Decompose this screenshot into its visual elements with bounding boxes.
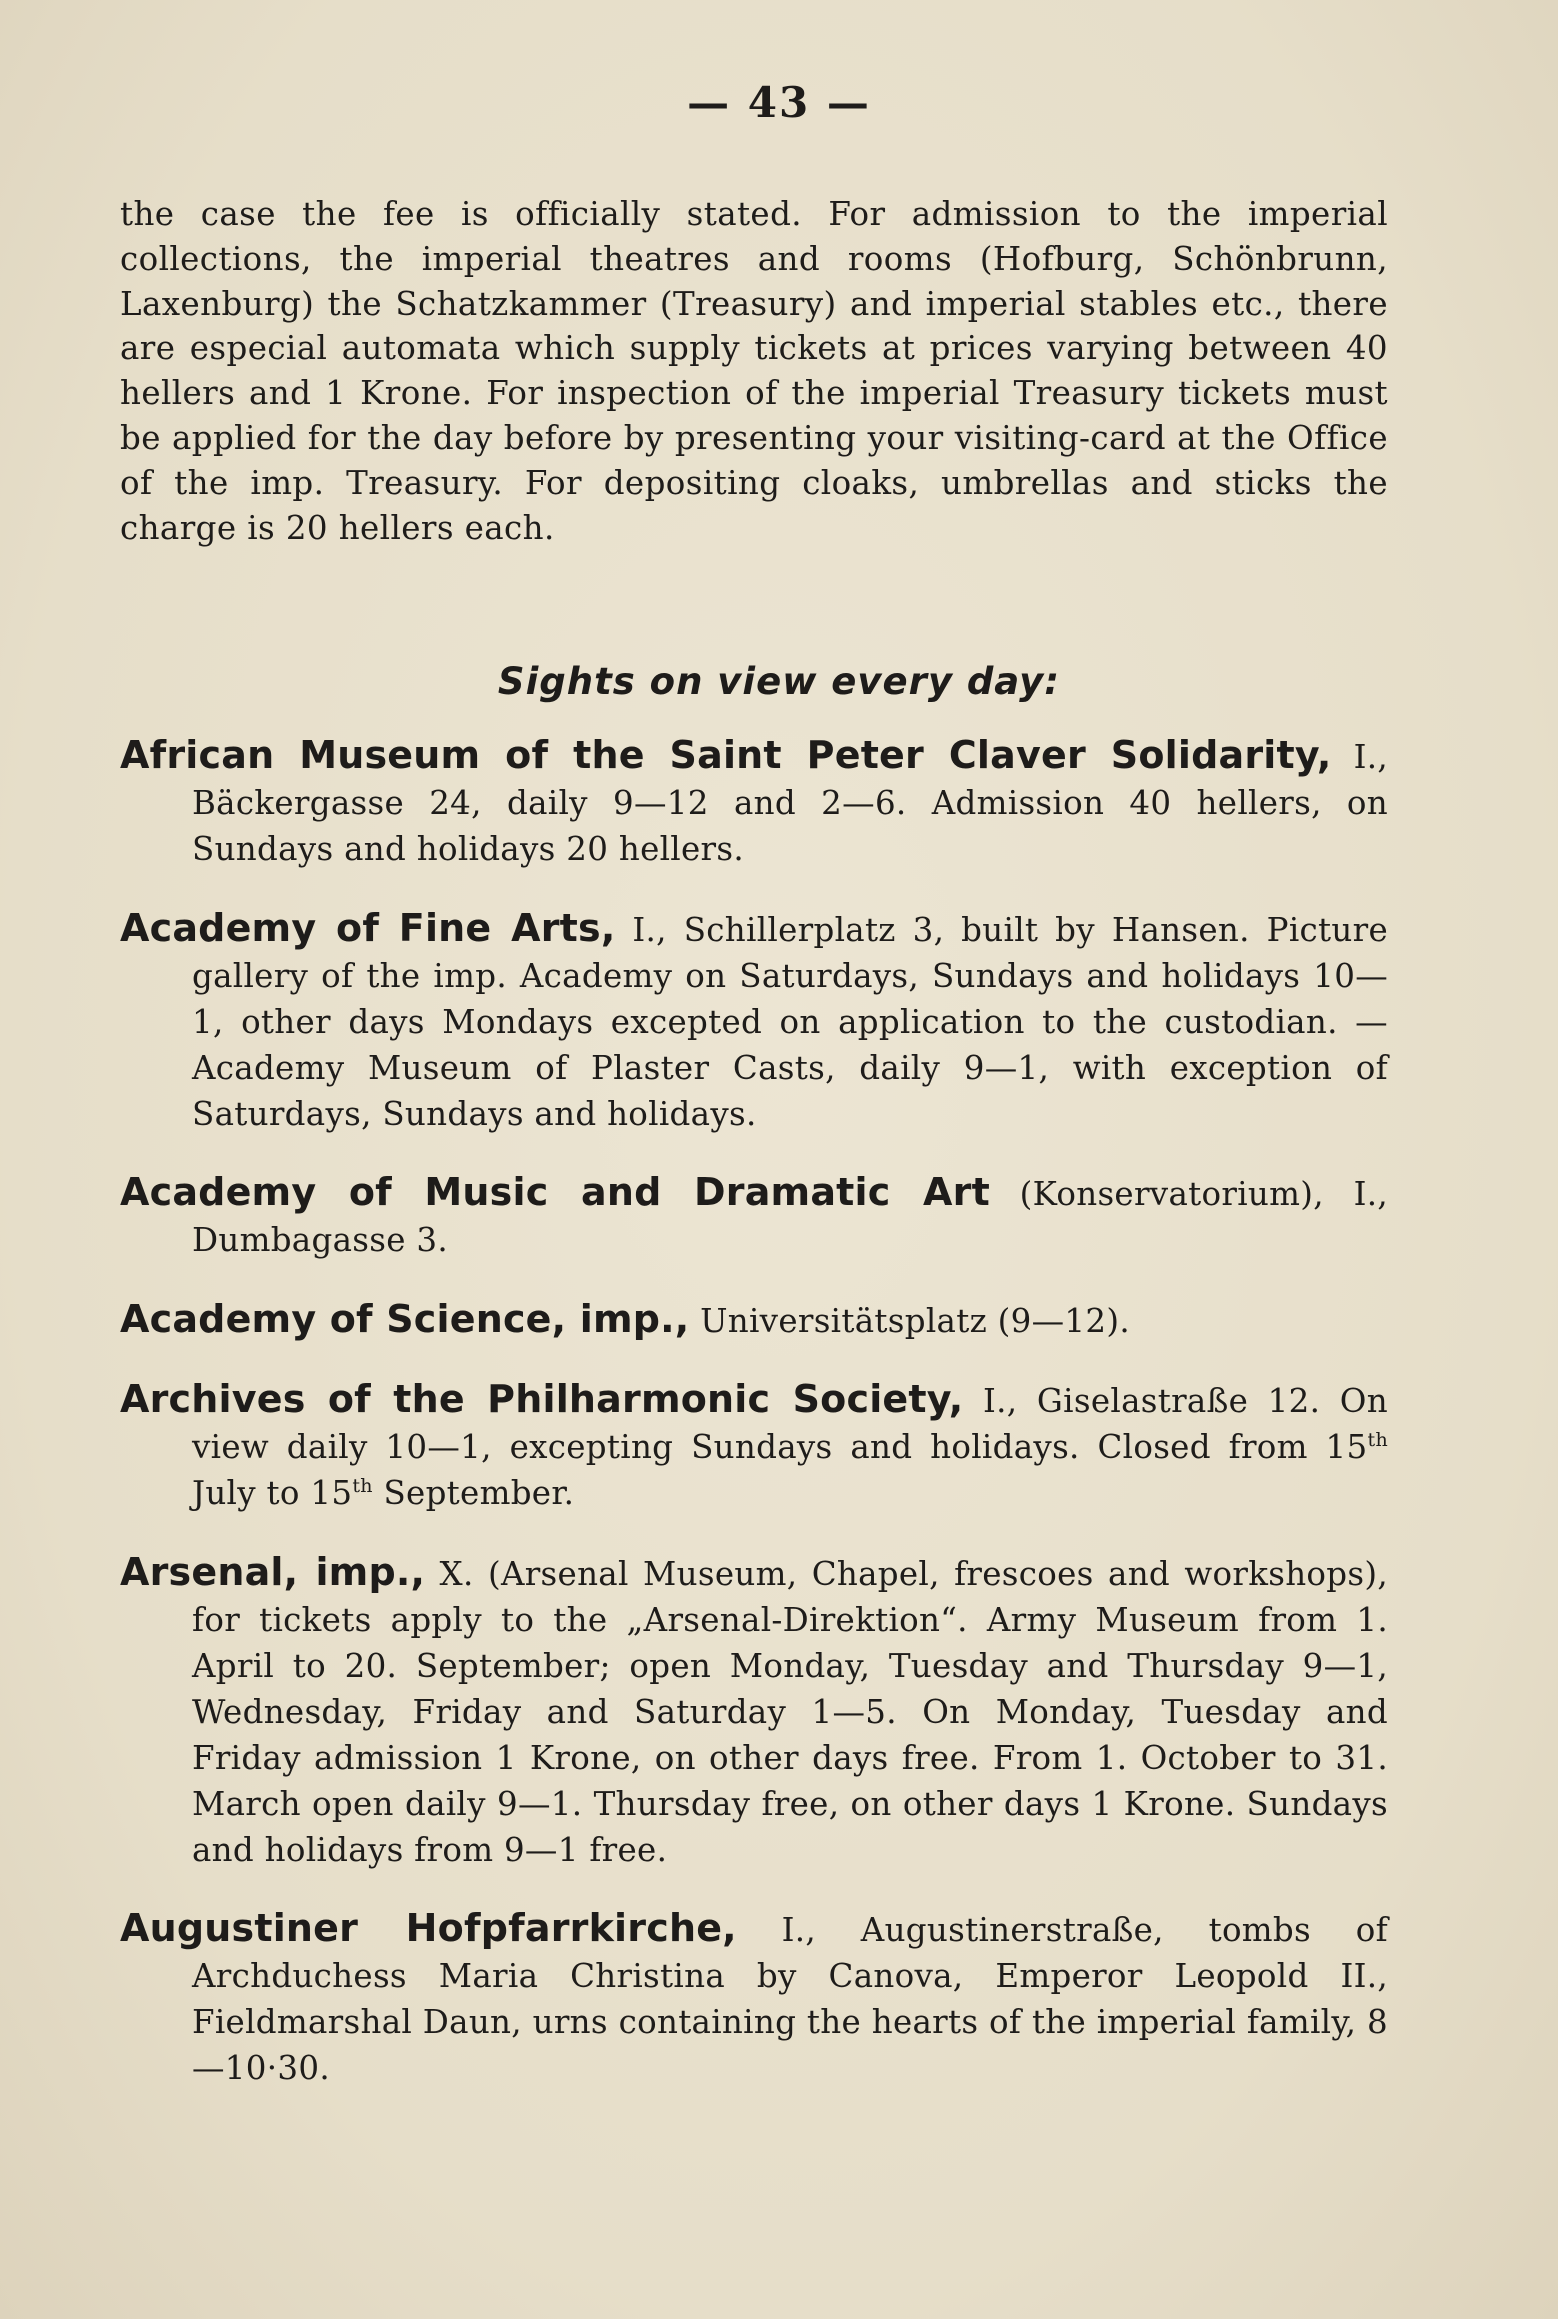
entry-arsenal: [120, 1549, 1388, 1873]
ordinal-suffix: th: [1367, 1429, 1388, 1452]
entry-philharmonic-archives: [120, 1376, 1388, 1516]
entry-text: (Konservatorium), I., Dumbagasse 3.: [192, 1175, 1388, 1259]
ordinal-suffix: th: [352, 1475, 373, 1498]
entry-name: Archives of the Philharmonic Society,: [120, 1377, 964, 1421]
entry-text-part: July to 15: [192, 1474, 353, 1512]
page-number: — 43 —: [687, 78, 871, 127]
entry-text: I., Schillerplatz 3, built by Hansen. Picture gallery of the imp. Academy on Saturdays, Sundays and holidays 10—1, other days Mondays excepted on application to the custodian. — Academy Museum of Plaster Casts, daily 9—1, with exception of Saturdays, Sundays and holidays.: [192, 910, 1389, 1133]
sights-list: [120, 732, 1388, 2103]
entry-academy-science: [120, 1296, 1388, 1344]
entry-text-part: September.: [372, 1474, 575, 1512]
entry-name: Academy of Music and Dramatic Art: [120, 1170, 990, 1214]
entry-text: I., Augustinerstraße, tombs of Archduchess Maria Christina by Canova, Emperor Leopold II., Fieldmarshal Daun, urns containing the hearts of the imperial family, 8—10·30.: [192, 1911, 1388, 2087]
entry-academy-fine-arts: [120, 905, 1388, 1137]
section-heading: Sights on view every day:: [497, 660, 1061, 703]
entry-augustiner-church: [120, 1905, 1388, 2091]
entry-text: X. (Arsenal Museum, Chapel, frescoes and workshops), for tickets apply to the „Arsenal-Direktion“. Army Museum from 1. April to 20. September; open Monday, Tuesday and Thursday 9—1, Wednesday, Friday and Saturday 1—5. On Monday, Tuesday and Friday admission 1 Krone, on other days free. From 1. October to 31. March open daily 9—1. Thursday free, on other days 1 Krone. Sundays and holidays from 9—1 free.: [192, 1554, 1388, 1869]
entry-name: African Museum of the Saint Peter Claver Solidarity,: [120, 733, 1332, 777]
entry-text-part: I., Giselastraße 12. On view daily 10—1, excepting Sundays and holidays. Closed from 15: [192, 1382, 1388, 1466]
intro-paragraph: the case the fee is officially stated. For admission to the imperial collections, the imperial theatres and rooms (Hofburg, Schönbrunn, Laxenburg) the Schatzkammer (Treasury) and imperial stables etc., there are especial automata which supply tickets at prices varying between 40 hellers and 1 Krone. For inspection of the imperial Treasury tickets must be applied for the day before by presenting your visiting-card at the Office of the imp. Treasury. For depositing cloaks, umbrellas and sticks the charge is 20 hellers each.: [120, 195, 1388, 547]
entry-name: Academy of Fine Arts,: [120, 905, 616, 950]
entry-text: I., Bäckergasse 24, daily 9—12 and 2—6. Admission 40 hellers, on Sundays and holidays 20 hellers.: [192, 738, 1388, 868]
entry-name: Arsenal, imp.,: [120, 1549, 426, 1594]
entry-academy-music: [120, 1169, 1388, 1263]
entry-name: Augustiner Hofpfarrkirche,: [120, 1906, 737, 1950]
entry-text: Universitätsplatz (9—12).: [700, 1301, 1130, 1340]
entry-african-museum: [120, 732, 1388, 872]
entry-name: Academy of Science, imp.,: [120, 1296, 690, 1341]
